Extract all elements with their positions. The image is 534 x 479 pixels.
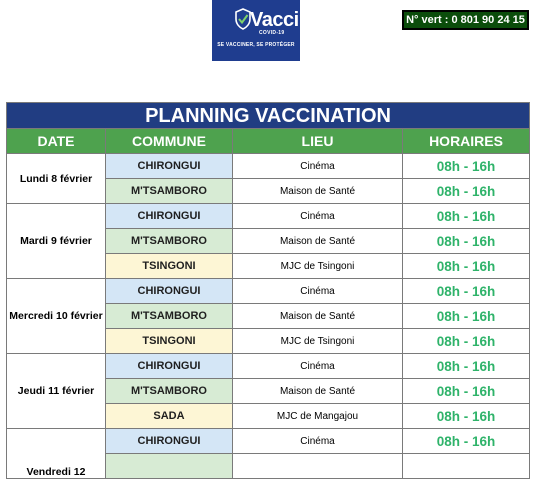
hours-cell: 08h - 16h	[403, 154, 530, 179]
hours-cell: 08h - 16h	[403, 179, 530, 204]
commune-cell: M'TSAMBORO	[106, 304, 233, 329]
table-header-row	[7, 129, 530, 154]
lieu-cell: Cinéma	[233, 154, 403, 179]
commune-cell	[106, 454, 233, 479]
commune-cell: TSINGONI	[106, 254, 233, 279]
hotline-badge: N° vert : 0 801 90 24 15	[402, 10, 529, 30]
table-row	[7, 354, 530, 379]
header-lieu: LIEU	[233, 129, 403, 154]
lieu-cell: Cinéma	[233, 279, 403, 304]
header-horaires: HORAIRES	[403, 129, 530, 154]
lieu-cell	[233, 454, 403, 479]
lieu-cell: Cinéma	[233, 429, 403, 454]
table-row	[7, 154, 530, 179]
date-cell: Jeudi 11 février	[7, 354, 106, 429]
vaccination-planning-table	[6, 102, 530, 479]
hours-cell: 08h - 16h	[403, 254, 530, 279]
commune-cell: CHIRONGUI	[106, 154, 233, 179]
lieu-cell: Maison de Santé	[233, 379, 403, 404]
hours-cell: 08h - 16h	[403, 204, 530, 229]
logo-tagline: SE VACCINER, SE PROTÉGER	[217, 42, 295, 48]
hours-cell: 08h - 16h	[403, 279, 530, 304]
hours-cell: 08h - 16h	[403, 429, 530, 454]
table-title-row	[7, 103, 530, 129]
commune-cell: M'TSAMBORO	[106, 179, 233, 204]
table-row	[7, 429, 530, 454]
shield-check-icon	[235, 8, 251, 30]
vaccin-logo	[212, 0, 311, 61]
header-commune: COMMUNE	[106, 129, 233, 154]
hours-cell: 08h - 16h	[403, 304, 530, 329]
logo-subtitle: COVID-19	[259, 30, 285, 36]
hours-cell: 08h - 16h	[403, 354, 530, 379]
hours-cell: 08h - 16h	[403, 404, 530, 429]
commune-cell: M'TSAMBORO	[106, 229, 233, 254]
logo-word: Vaccin	[250, 9, 311, 31]
hours-cell: 08h - 16h	[403, 329, 530, 354]
commune-cell: CHIRONGUI	[106, 354, 233, 379]
lieu-cell: Cinéma	[233, 204, 403, 229]
lieu-cell: MJC de Tsingoni	[233, 254, 403, 279]
commune-cell: SADA	[106, 404, 233, 429]
lieu-cell: MJC de Mangajou	[233, 404, 403, 429]
header-date: DATE	[7, 129, 106, 154]
lieu-cell: Maison de Santé	[233, 304, 403, 329]
lieu-cell: Maison de Santé	[233, 179, 403, 204]
table-title: PLANNING VACCINATION	[7, 103, 530, 129]
table-row	[7, 279, 530, 304]
lieu-cell: Cinéma	[233, 354, 403, 379]
table-row	[7, 204, 530, 229]
lieu-cell: MJC de Tsingoni	[233, 329, 403, 354]
commune-cell: TSINGONI	[106, 329, 233, 354]
hours-cell	[403, 454, 530, 479]
date-cell: Mardi 9 février	[7, 204, 106, 279]
date-cell: Vendredi 12	[7, 429, 106, 479]
commune-cell: CHIRONGUI	[106, 279, 233, 304]
commune-cell: M'TSAMBORO	[106, 379, 233, 404]
hours-cell: 08h - 16h	[403, 229, 530, 254]
hours-cell: 08h - 16h	[403, 379, 530, 404]
date-cell: Lundi 8 février	[7, 154, 106, 204]
commune-cell: CHIRONGUI	[106, 204, 233, 229]
lieu-cell: Maison de Santé	[233, 229, 403, 254]
commune-cell: CHIRONGUI	[106, 429, 233, 454]
date-cell: Mercredi 10 février	[7, 279, 106, 354]
